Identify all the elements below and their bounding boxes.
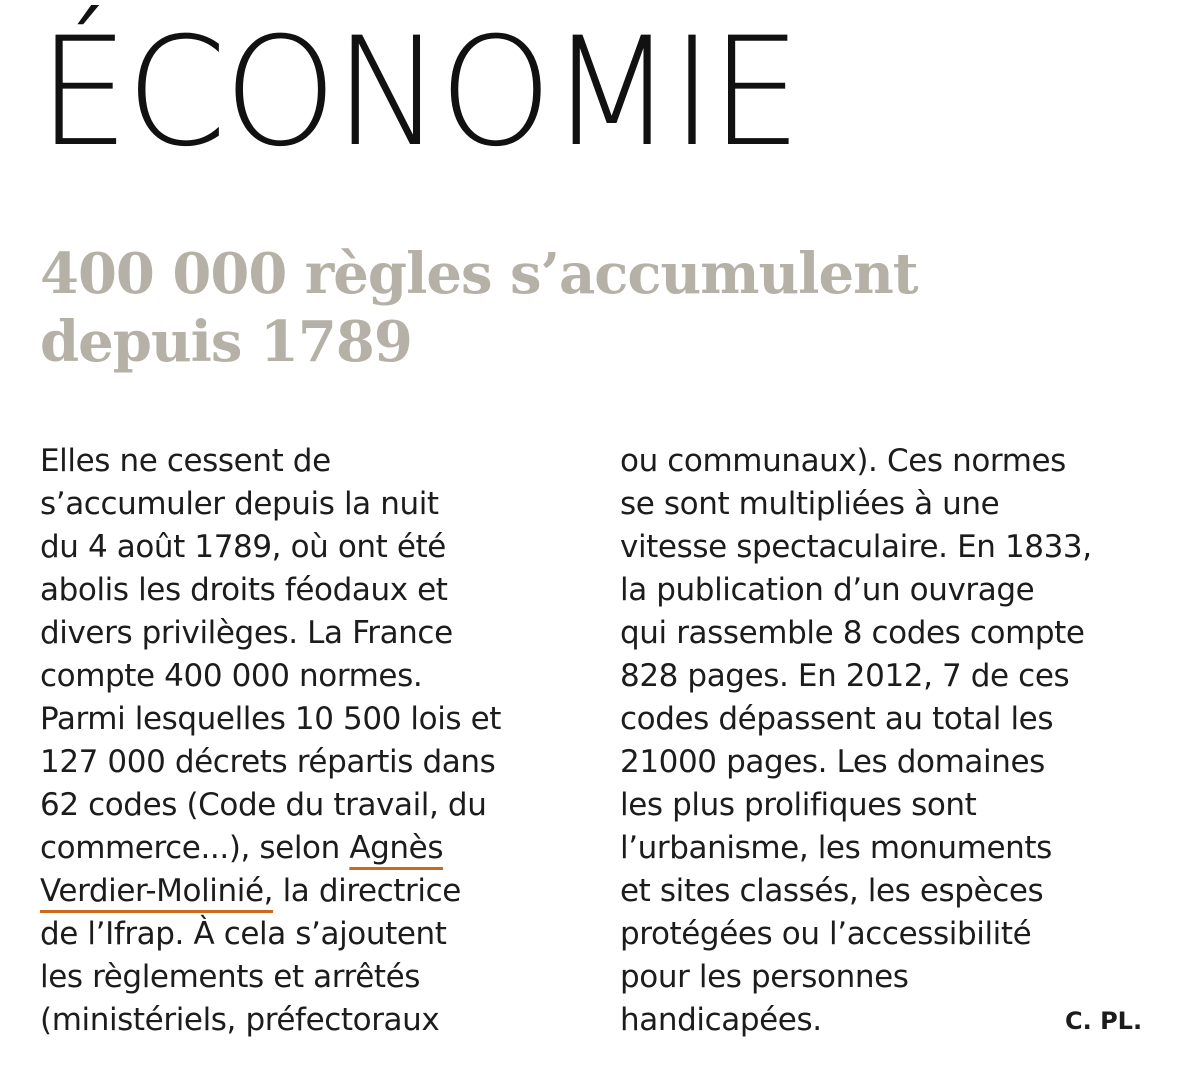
body-line: l’urbanisme, les monuments	[620, 830, 1052, 866]
body-text: la directrice	[273, 873, 461, 909]
body-column-right	[620, 440, 1180, 1042]
body-line: compte 400 000 normes.	[40, 658, 423, 694]
author-signature: C. PL.	[1065, 1007, 1143, 1035]
body-line: pour les personnes	[620, 959, 909, 995]
body-line: 828 pages. En 2012, 7 de ces	[620, 658, 1070, 694]
body-line: s’accumuler depuis la nuit	[40, 486, 439, 522]
body-line: et sites classés, les espèces	[620, 873, 1044, 909]
body-line: vitesse spectaculaire. En 1833,	[620, 529, 1092, 565]
body-line: codes dépassent au total les	[620, 701, 1054, 737]
body-line: la publication d’un ouvrage	[620, 572, 1035, 608]
body-line: 21000 pages. Les domaines	[620, 744, 1045, 780]
body-line: 62 codes (Code du travail, du	[40, 787, 487, 823]
headline-line: depuis 1789	[40, 309, 412, 375]
body-line: qui rassemble 8 codes compte	[620, 615, 1085, 651]
body-line: les règlements et arrêtés	[40, 959, 421, 995]
body-line-with-link	[40, 827, 600, 870]
body-column-left	[40, 440, 600, 1042]
section-title: ÉCONOMIE	[38, 6, 799, 180]
author-link[interactable]: Verdier-Molinié,	[40, 873, 274, 909]
body-line: les plus prolifiques sont	[620, 787, 977, 823]
body-line: du 4 août 1789, où ont été	[40, 529, 446, 565]
body-line: ou communaux). Ces normes	[620, 443, 1066, 479]
body-line-with-link	[40, 870, 600, 913]
body-line: se sont multipliées à une	[620, 486, 1000, 522]
body-line: handicapées.	[620, 1002, 822, 1038]
body-line: abolis les droits féodaux et	[40, 572, 448, 608]
body-line: divers privilèges. La France	[40, 615, 453, 651]
body-line: Parmi lesquelles 10 500 lois et	[40, 701, 502, 737]
author-link[interactable]: Agnès	[349, 830, 444, 866]
body-line: de l’Ifrap. À cela s’ajoutent	[40, 916, 447, 952]
article-headline	[40, 240, 1160, 376]
body-line: protégées ou l’accessibilité	[620, 916, 1032, 952]
body-text: commerce...), selon	[40, 830, 350, 866]
body-line: Elles ne cessent de	[40, 443, 331, 479]
headline-line: 400 000 règles s’accumulent	[40, 241, 918, 307]
body-line: (ministériels, préfectoraux	[40, 1002, 440, 1038]
body-line: 127 000 décrets répartis dans	[40, 744, 496, 780]
